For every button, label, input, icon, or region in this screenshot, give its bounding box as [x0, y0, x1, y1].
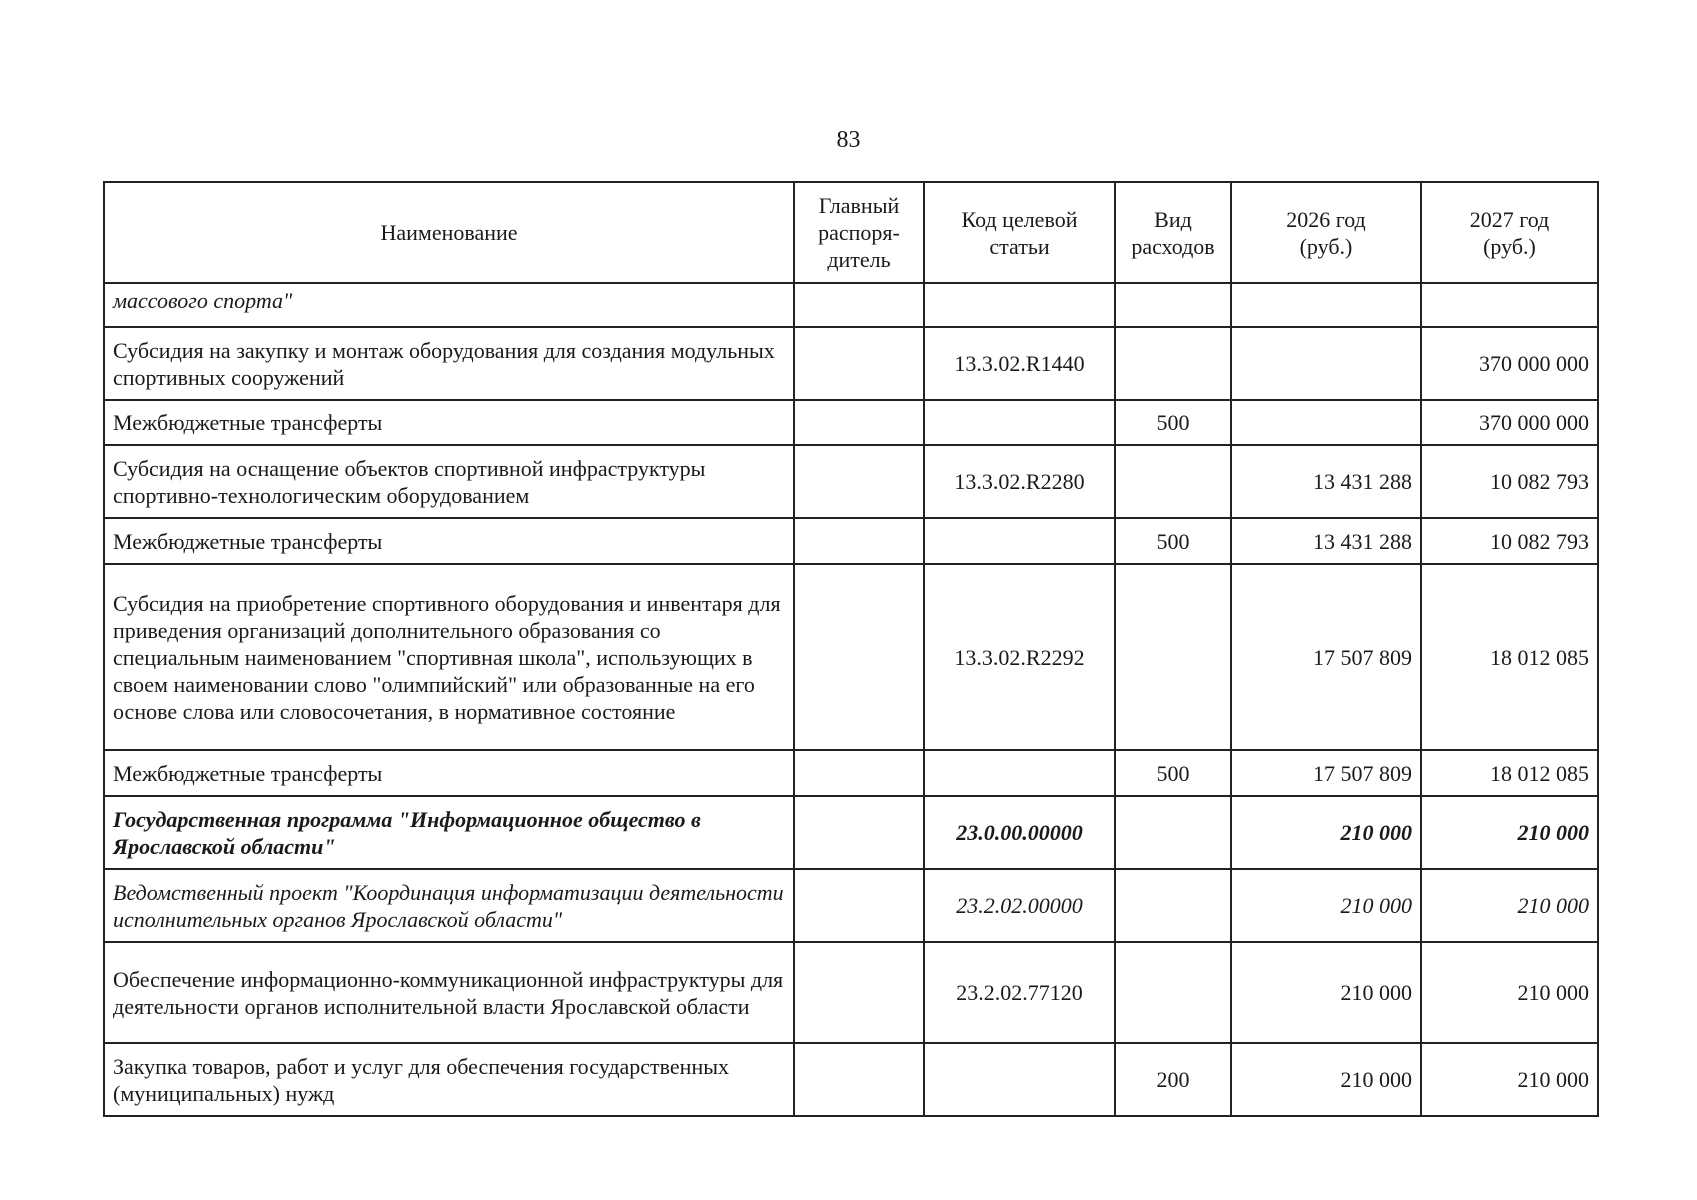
row-code: 13.3.02.R2292 [924, 564, 1115, 750]
budget-table [103, 181, 1599, 1117]
row-2026: 17 507 809 [1231, 564, 1421, 750]
row-code [924, 283, 1115, 327]
row-manager [794, 518, 924, 564]
row-manager [794, 750, 924, 796]
row-manager [794, 942, 924, 1043]
row-type: 500 [1115, 400, 1231, 445]
table-row [104, 283, 1598, 327]
row-code [924, 1043, 1115, 1116]
row-manager [794, 283, 924, 327]
header-2026: 2026 год (руб.) [1231, 182, 1421, 283]
row-code [924, 750, 1115, 796]
table-row [104, 445, 1598, 518]
table-row [104, 750, 1598, 796]
header-manager: Главный распоря- дитель [794, 182, 924, 283]
row-code: 13.3.02.R2280 [924, 445, 1115, 518]
row-code: 13.3.02.R1440 [924, 327, 1115, 400]
table-row [104, 942, 1598, 1043]
row-manager [794, 796, 924, 869]
table-header-row [104, 182, 1598, 283]
row-2027: 370 000 000 [1421, 327, 1598, 400]
row-manager [794, 327, 924, 400]
row-2027: 210 000 [1421, 869, 1598, 942]
row-2027: 210 000 [1421, 942, 1598, 1043]
row-manager [794, 869, 924, 942]
row-manager [794, 400, 924, 445]
table-row [104, 1043, 1598, 1116]
header-2027: 2027 год (руб.) [1421, 182, 1598, 283]
row-2027: 18 012 085 [1421, 564, 1598, 750]
row-type [1115, 869, 1231, 942]
row-code: 23.2.02.77120 [924, 942, 1115, 1043]
row-2026: 13 431 288 [1231, 518, 1421, 564]
row-type: 500 [1115, 518, 1231, 564]
row-name: Межбюджетные трансферты [104, 400, 794, 445]
row-type [1115, 327, 1231, 400]
row-2026: 13 431 288 [1231, 445, 1421, 518]
row-type [1115, 564, 1231, 750]
row-name: Государственная программа "Информационное общество в Ярославской области" [104, 796, 794, 869]
row-code [924, 400, 1115, 445]
row-2026: 210 000 [1231, 1043, 1421, 1116]
row-name: Межбюджетные трансферты [104, 750, 794, 796]
row-code: 23.0.00.00000 [924, 796, 1115, 869]
row-name: Обеспечение информационно-коммуникационной инфраструктуры для деятельности органов исполнительной власти Ярославской области [104, 942, 794, 1043]
row-2027: 18 012 085 [1421, 750, 1598, 796]
row-name: Субсидия на приобретение спортивного оборудования и инвентаря для приведения организаций дополнительного образования со специальным наименованием "спортивная школа", использующих в своем наименовании слово "олимпийский" или образованные на его основе слова или словосочетания, в нормативное состояние [104, 564, 794, 750]
row-type [1115, 796, 1231, 869]
row-2026: 210 000 [1231, 942, 1421, 1043]
row-type: 200 [1115, 1043, 1231, 1116]
row-manager [794, 1043, 924, 1116]
row-2027: 210 000 [1421, 1043, 1598, 1116]
row-2026 [1231, 327, 1421, 400]
row-2027 [1421, 283, 1598, 327]
table-row [104, 327, 1598, 400]
header-code: Код целевой статьи [924, 182, 1115, 283]
row-name: Субсидия на оснащение объектов спортивной инфраструктуры спортивно-технологическим оборудованием [104, 445, 794, 518]
row-type [1115, 445, 1231, 518]
row-2026 [1231, 283, 1421, 327]
row-code: 23.2.02.00000 [924, 869, 1115, 942]
header-type: Вид расходов [1115, 182, 1231, 283]
row-2027: 210 000 [1421, 796, 1598, 869]
row-2026 [1231, 400, 1421, 445]
table-row [104, 796, 1598, 869]
row-type [1115, 942, 1231, 1043]
table-row [104, 869, 1598, 942]
row-2027: 10 082 793 [1421, 445, 1598, 518]
row-manager [794, 445, 924, 518]
row-2027: 370 000 000 [1421, 400, 1598, 445]
row-name: Межбюджетные трансферты [104, 518, 794, 564]
row-manager [794, 564, 924, 750]
row-2026: 17 507 809 [1231, 750, 1421, 796]
page-number: 83 [836, 127, 861, 153]
row-2026: 210 000 [1231, 869, 1421, 942]
row-code [924, 518, 1115, 564]
table-row [104, 400, 1598, 445]
row-name: Субсидия на закупку и монтаж оборудования для создания модульных спортивных сооружений [104, 327, 794, 400]
row-name: Закупка товаров, работ и услуг для обеспечения государственных (муниципальных) нужд [104, 1043, 794, 1116]
header-name: Наименование [104, 182, 794, 283]
table-row [104, 518, 1598, 564]
row-2026: 210 000 [1231, 796, 1421, 869]
table-row [104, 564, 1598, 750]
row-2027: 10 082 793 [1421, 518, 1598, 564]
row-name: массового спорта" [104, 283, 794, 327]
row-type: 500 [1115, 750, 1231, 796]
row-type [1115, 283, 1231, 327]
row-name: Ведомственный проект "Координация информатизации деятельности исполнительных органов Ярославской области" [104, 869, 794, 942]
